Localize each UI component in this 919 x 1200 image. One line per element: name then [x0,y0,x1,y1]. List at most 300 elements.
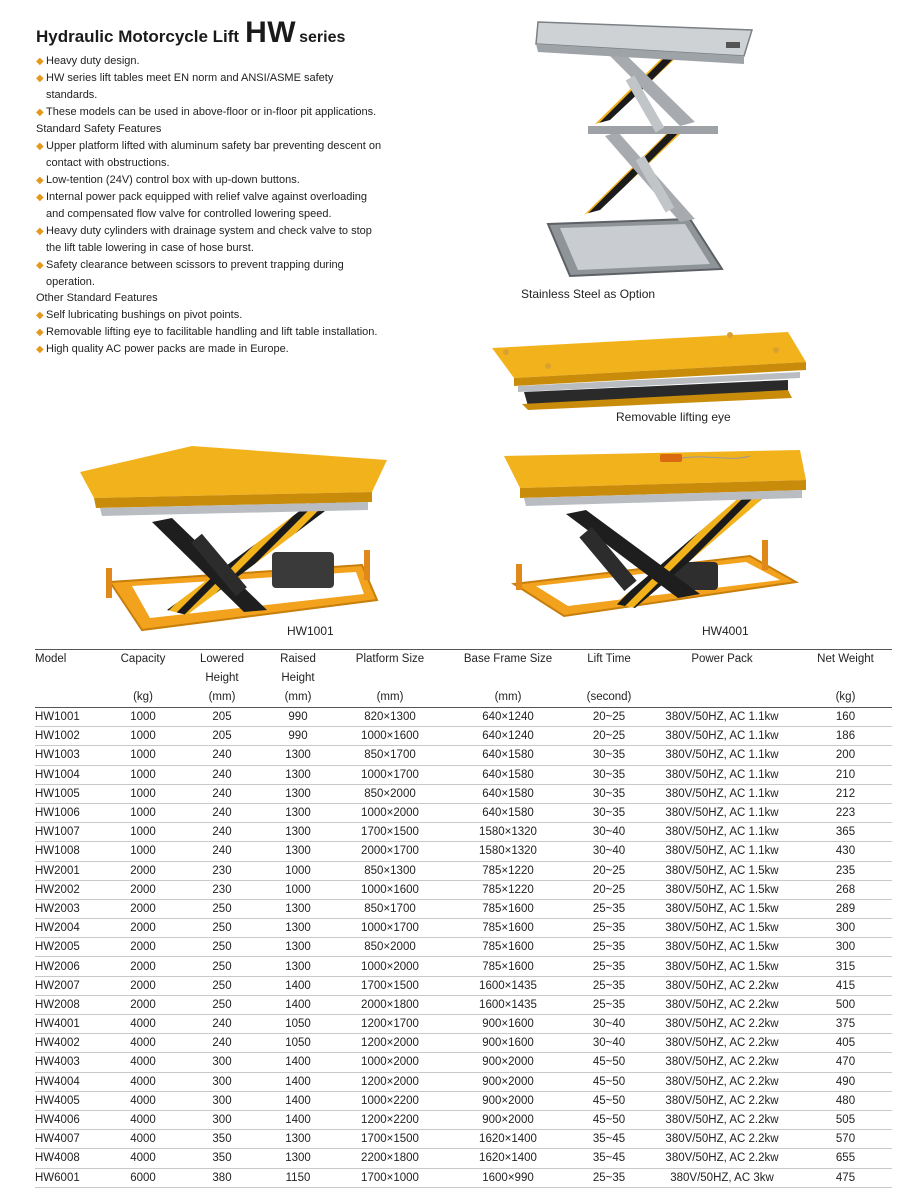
cell-power-pack: 380V/50HZ, AC 1.1kw [645,765,799,784]
cell-net-weight: 405 [799,1034,892,1053]
cell-lowered-height: 240 [185,1015,259,1034]
cell-platform-size: 1200×2000 [337,1034,443,1053]
cell-net-weight: 415 [799,976,892,995]
cell-capacity: 2000 [101,880,185,899]
cell-raised-height: 1300 [259,765,337,784]
cell-net-weight: 289 [799,899,892,918]
cell-lift-time: 30~35 [573,803,645,822]
cell-platform-size: 1000×1600 [337,880,443,899]
bullet-icon: ◆ [36,226,44,237]
cell-lift-time: 35~45 [573,1149,645,1168]
header-line: Capacity [120,653,166,665]
header-line [337,669,443,688]
cell-platform-size: 850×2000 [337,938,443,957]
cell-model: HW1006 [35,803,101,822]
page-title [36,16,345,50]
list-item: ◆ HW series lift tables meet EN norm and ANSI/ASME safety standards. [36,72,334,101]
cell-lowered-height: 240 [185,823,259,842]
table-row [35,727,892,746]
cell-capacity: 2000 [101,957,185,976]
cell-base-frame-size: 640×1580 [443,784,573,803]
list-item: ◆ High quality AC power packs are made in Europe. [36,341,386,358]
cell-lowered-height: 300 [185,1072,259,1091]
table-row [35,803,892,822]
cell-raised-height: 1300 [259,746,337,765]
cell-raised-height: 1300 [259,1130,337,1149]
cell-power-pack: 380V/50HZ, AC 1.1kw [645,803,799,822]
bullet-icon: ◆ [36,310,44,321]
cell-power-pack: 380V/50HZ, AC 1.1kw [645,842,799,861]
cell-lift-time: 30~40 [573,823,645,842]
cell-base-frame-size: 1580×1320 [443,823,573,842]
cell-base-frame-size: 1620×1400 [443,1149,573,1168]
table-row [35,1053,892,1072]
cell-lift-time: 25~35 [573,957,645,976]
cell-platform-size: 1700×1000 [337,1168,443,1187]
cell-capacity: 4000 [101,1149,185,1168]
cell-model: HW4003 [35,1053,101,1072]
cell-lift-time: 30~40 [573,842,645,861]
cell-base-frame-size: 1600×1435 [443,995,573,1014]
cell-capacity: 2000 [101,861,185,880]
cell-power-pack: 380V/50HZ, AC 2.2kw [645,1110,799,1129]
stainless-lift-image [530,14,760,290]
bullet-icon: ◆ [36,260,44,271]
cell-lift-time: 30~40 [573,1034,645,1053]
table-row [35,861,892,880]
col-header-capacity [101,650,185,708]
cell-model: HW2007 [35,976,101,995]
header-line: (kg) [835,691,856,703]
header-line: Height [205,672,239,684]
cell-platform-size: 1700×1500 [337,823,443,842]
cell-lowered-height: 250 [185,919,259,938]
cell-power-pack: 380V/50HZ, AC 1.1kw [645,727,799,746]
cell-lowered-height: 240 [185,784,259,803]
cell-raised-height: 1150 [259,1168,337,1187]
cell-lift-time: 20~25 [573,861,645,880]
cell-power-pack: 380V/50HZ, AC 2.2kw [645,1091,799,1110]
cell-base-frame-size: 1600×990 [443,1168,573,1187]
lowered-lift-image [488,326,814,412]
cell-base-frame-size: 640×1580 [443,803,573,822]
cell-lowered-height: 300 [185,1053,259,1072]
other-features [36,290,386,358]
table-header-row [35,650,892,708]
cell-net-weight: 300 [799,919,892,938]
header-line: Lift Time [587,653,631,665]
table-row [35,708,892,727]
cell-lift-time: 25~35 [573,899,645,918]
cell-power-pack: 380V/50HZ, AC 3kw [645,1168,799,1187]
table-row [35,784,892,803]
cell-capacity: 2000 [101,899,185,918]
caption-lifting-eye: Removable lifting eye [616,410,731,424]
cell-raised-height: 1300 [259,938,337,957]
cell-base-frame-size: 900×1600 [443,1034,573,1053]
other-heading: Other Standard Features [36,292,158,304]
cell-net-weight: 210 [799,765,892,784]
cell-base-frame-size: 640×1240 [443,708,573,727]
table-row [35,842,892,861]
cell-model: HW2002 [35,880,101,899]
cell-capacity: 4000 [101,1072,185,1091]
cell-net-weight: 186 [799,727,892,746]
cell-capacity: 4000 [101,1130,185,1149]
cell-base-frame-size: 640×1580 [443,765,573,784]
col-header-lift-time [573,650,645,708]
cell-platform-size: 1000×1700 [337,919,443,938]
cell-power-pack: 380V/50HZ, AC 2.2kw [645,1034,799,1053]
header-line: (mm) [208,691,236,703]
header-line: (mm) [494,691,522,703]
cell-net-weight: 235 [799,861,892,880]
cell-net-weight: 475 [799,1168,892,1187]
cell-model: HW4006 [35,1110,101,1129]
cell-capacity: 1000 [101,784,185,803]
cell-model: HW2001 [35,861,101,880]
cell-power-pack: 380V/50HZ, AC 2.2kw [645,1053,799,1072]
header-line: (kg) [133,691,153,703]
cell-platform-size: 850×1700 [337,746,443,765]
cell-lift-time: 30~40 [573,1015,645,1034]
list-item: ◆ Removable lifting eye to facilitable handling and lift table installation. [36,324,386,341]
cell-platform-size: 2000×1800 [337,995,443,1014]
cell-lowered-height: 250 [185,899,259,918]
cell-platform-size: 2200×1800 [337,1149,443,1168]
cell-platform-size: 850×1300 [337,861,443,880]
cell-base-frame-size: 900×2000 [443,1072,573,1091]
header-line: Lowered [199,653,245,665]
cell-lift-time: 25~35 [573,976,645,995]
cell-lift-time: 25~35 [573,1168,645,1187]
list-item: ◆ Heavy duty cylinders with drainage system and check valve to stop the lift table lowering in case of hose burst. [36,225,372,254]
cell-lowered-height: 380 [185,1168,259,1187]
header-line [443,669,573,688]
cell-platform-size: 1000×2000 [337,803,443,822]
hw4001-lift-image [500,444,812,620]
header-line: Height [281,672,315,684]
cell-base-frame-size: 640×1240 [443,727,573,746]
cell-base-frame-size: 640×1580 [443,746,573,765]
cell-platform-size: 820×1300 [337,708,443,727]
cell-lift-time: 35~45 [573,1130,645,1149]
table-row [35,899,892,918]
cell-lowered-height: 230 [185,880,259,899]
table-body [35,708,892,1188]
cell-base-frame-size: 785×1600 [443,919,573,938]
cell-model: HW4005 [35,1091,101,1110]
cell-base-frame-size: 785×1220 [443,861,573,880]
cell-raised-height: 1050 [259,1034,337,1053]
cell-power-pack: 380V/50HZ, AC 1.5kw [645,861,799,880]
cell-raised-height: 1300 [259,899,337,918]
col-header-model [35,650,101,708]
cell-capacity: 2000 [101,919,185,938]
table-row [35,1091,892,1110]
cell-capacity: 1000 [101,746,185,765]
cell-platform-size: 1000×1700 [337,765,443,784]
cell-model: HW4008 [35,1149,101,1168]
cell-net-weight: 223 [799,803,892,822]
cell-base-frame-size: 1620×1400 [443,1130,573,1149]
cell-lowered-height: 240 [185,765,259,784]
cell-power-pack: 380V/50HZ, AC 2.2kw [645,1130,799,1149]
header-line: Net Weight [817,653,874,665]
cell-lowered-height: 300 [185,1091,259,1110]
caption-stainless: Stainless Steel as Option [521,287,656,301]
cell-lift-time: 20~25 [573,727,645,746]
cell-platform-size: 850×2000 [337,784,443,803]
table-row [35,765,892,784]
cell-raised-height: 1000 [259,861,337,880]
cell-lowered-height: 230 [185,861,259,880]
table-row [35,746,892,765]
col-header-base-frame-size [443,650,573,708]
col-header-raised-height [259,650,337,708]
cell-lift-time: 20~25 [573,880,645,899]
cell-power-pack: 380V/50HZ, AC 1.5kw [645,919,799,938]
table-row [35,957,892,976]
cell-lift-time: 45~50 [573,1091,645,1110]
cell-base-frame-size: 900×2000 [443,1091,573,1110]
cell-net-weight: 655 [799,1149,892,1168]
cell-lift-time: 45~50 [573,1110,645,1129]
cell-capacity: 4000 [101,1034,185,1053]
table-row [35,1110,892,1129]
cell-model: HW2006 [35,957,101,976]
cell-lift-time: 20~25 [573,708,645,727]
cell-raised-height: 1400 [259,976,337,995]
bullet-icon: ◆ [36,192,44,203]
cell-power-pack: 380V/50HZ, AC 2.2kw [645,1072,799,1091]
caption-hw1001: HW1001 [287,624,334,638]
header-line: Power Pack [691,653,753,665]
cell-lift-time: 25~35 [573,995,645,1014]
cell-raised-height: 1300 [259,957,337,976]
cell-lowered-height: 240 [185,803,259,822]
cell-lift-time: 30~35 [573,765,645,784]
cell-power-pack: 380V/50HZ, AC 1.1kw [645,784,799,803]
col-header-lowered-height [185,650,259,708]
cell-platform-size: 1700×1500 [337,1130,443,1149]
cell-net-weight: 160 [799,708,892,727]
safety-features [36,121,386,291]
cell-model: HW4004 [35,1072,101,1091]
cell-power-pack: 380V/50HZ, AC 2.2kw [645,1149,799,1168]
header-line: (second) [586,691,632,703]
title-text: Hydraulic Motorcycle Lift [36,27,240,46]
cell-model: HW1002 [35,727,101,746]
bullet-icon: ◆ [36,327,44,338]
cell-platform-size: 1700×1500 [337,976,443,995]
cell-model: HW2004 [35,919,101,938]
cell-capacity: 1000 [101,708,185,727]
cell-raised-height: 1400 [259,1091,337,1110]
cell-power-pack: 380V/50HZ, AC 1.1kw [645,708,799,727]
cell-model: HW2005 [35,938,101,957]
header-line [645,688,799,707]
cell-capacity: 2000 [101,976,185,995]
cell-model: HW1008 [35,842,101,861]
header-line: (mm) [376,691,404,703]
cell-lift-time: 30~35 [573,746,645,765]
header-line [35,688,101,707]
cell-capacity: 1000 [101,842,185,861]
bullet-icon: ◆ [36,344,44,355]
cell-net-weight: 365 [799,823,892,842]
cell-power-pack: 380V/50HZ, AC 1.5kw [645,899,799,918]
hw1001-lift-image [72,440,392,640]
cell-power-pack: 380V/50HZ, AC 2.2kw [645,1015,799,1034]
cell-raised-height: 1000 [259,880,337,899]
cell-capacity: 1000 [101,823,185,842]
cell-net-weight: 300 [799,938,892,957]
cell-lowered-height: 205 [185,727,259,746]
list-item: ◆ Internal power pack equipped with relief valve against overloading and compensated flow valve for controlled lowering speed. [36,191,368,220]
cell-lowered-height: 240 [185,842,259,861]
cell-platform-size: 1200×2200 [337,1110,443,1129]
cell-raised-height: 1300 [259,784,337,803]
cell-raised-height: 1400 [259,1053,337,1072]
cell-power-pack: 380V/50HZ, AC 1.5kw [645,880,799,899]
cell-net-weight: 490 [799,1072,892,1091]
cell-lowered-height: 205 [185,708,259,727]
cell-capacity: 4000 [101,1053,185,1072]
table-row [35,1168,892,1187]
cell-capacity: 2000 [101,938,185,957]
table-row [35,1034,892,1053]
cell-platform-size: 1000×1600 [337,727,443,746]
header-line [101,669,185,688]
cell-power-pack: 380V/50HZ, AC 2.2kw [645,976,799,995]
cell-net-weight: 505 [799,1110,892,1129]
cell-raised-height: 1050 [259,1015,337,1034]
cell-net-weight: 200 [799,746,892,765]
cell-power-pack: 380V/50HZ, AC 2.2kw [645,995,799,1014]
header-line [645,669,799,688]
cell-net-weight: 570 [799,1130,892,1149]
cell-raised-height: 1400 [259,995,337,1014]
col-header-power-pack [645,650,799,708]
header-line [573,669,645,688]
cell-net-weight: 500 [799,995,892,1014]
cell-raised-height: 1400 [259,1110,337,1129]
cell-capacity: 1000 [101,765,185,784]
cell-model: HW2008 [35,995,101,1014]
cell-model: HW2003 [35,899,101,918]
table-row [35,1015,892,1034]
cell-model: HW6001 [35,1168,101,1187]
title-series-code: HW [245,16,297,49]
header-line: Model [35,653,67,665]
cell-net-weight: 315 [799,957,892,976]
cell-lowered-height: 350 [185,1149,259,1168]
cell-model: HW1003 [35,746,101,765]
cell-capacity: 4000 [101,1110,185,1129]
header-line: Base Frame Size [463,653,553,665]
table-row [35,823,892,842]
cell-base-frame-size: 900×1600 [443,1015,573,1034]
col-header-net-weight [799,650,892,708]
cell-base-frame-size: 785×1600 [443,938,573,957]
header-line: (mm) [284,691,312,703]
cell-power-pack: 380V/50HZ, AC 1.5kw [645,938,799,957]
cell-lift-time: 25~35 [573,938,645,957]
cell-platform-size: 1200×1700 [337,1015,443,1034]
table-row [35,1072,892,1091]
caption-hw4001: HW4001 [702,624,749,638]
list-item: ◆ Upper platform lifted with aluminum safety bar preventing descent on contact with obstructions. [36,140,382,169]
cell-capacity: 4000 [101,1015,185,1034]
bullet-icon: ◆ [36,141,44,152]
cell-platform-size: 850×1700 [337,899,443,918]
list-item: ◆ Heavy duty design. [36,53,386,70]
cell-platform-size: 1000×2000 [337,957,443,976]
cell-platform-size: 1000×2000 [337,1053,443,1072]
cell-capacity: 4000 [101,1091,185,1110]
cell-lowered-height: 300 [185,1110,259,1129]
bullet-icon: ◆ [36,107,44,118]
list-item: ◆ Self lubricating bushings on pivot points. [36,307,386,324]
cell-lowered-height: 250 [185,995,259,1014]
cell-lift-time: 45~50 [573,1053,645,1072]
list-item: ◆ These models can be used in above-floor or in-floor pit applications. [36,104,386,121]
cell-base-frame-size: 900×2000 [443,1053,573,1072]
cell-platform-size: 1000×2200 [337,1091,443,1110]
cell-raised-height: 1300 [259,919,337,938]
cell-base-frame-size: 1600×1435 [443,976,573,995]
table-row [35,995,892,1014]
list-item: ◆ Safety clearance between scissors to prevent trapping during operation. [36,259,344,288]
header-line [799,669,892,688]
cell-net-weight: 480 [799,1091,892,1110]
cell-lowered-height: 350 [185,1130,259,1149]
cell-net-weight: 470 [799,1053,892,1072]
cell-model: HW1007 [35,823,101,842]
cell-capacity: 1000 [101,803,185,822]
cell-capacity: 1000 [101,727,185,746]
safety-heading: Standard Safety Features [36,123,162,135]
col-header-platform-size [337,650,443,708]
cell-base-frame-size: 1580×1320 [443,842,573,861]
cell-capacity: 2000 [101,995,185,1014]
cell-base-frame-size: 900×2000 [443,1110,573,1129]
header-line: Platform Size [355,653,425,665]
cell-raised-height: 990 [259,727,337,746]
cell-model: HW4007 [35,1130,101,1149]
cell-base-frame-size: 785×1600 [443,899,573,918]
cell-base-frame-size: 785×1600 [443,957,573,976]
cell-net-weight: 268 [799,880,892,899]
cell-power-pack: 380V/50HZ, AC 1.5kw [645,957,799,976]
spec-table [35,650,892,1188]
bullet-icon: ◆ [36,73,44,84]
cell-lift-time: 45~50 [573,1072,645,1091]
cell-raised-height: 1300 [259,803,337,822]
cell-raised-height: 1300 [259,823,337,842]
cell-power-pack: 380V/50HZ, AC 1.1kw [645,823,799,842]
header-line: Raised [280,653,316,665]
cell-raised-height: 990 [259,708,337,727]
table-row [35,1130,892,1149]
cell-lift-time: 25~35 [573,919,645,938]
header-line [35,669,101,688]
cell-base-frame-size: 785×1220 [443,880,573,899]
cell-lowered-height: 250 [185,976,259,995]
cell-power-pack: 380V/50HZ, AC 1.1kw [645,746,799,765]
cell-raised-height: 1300 [259,842,337,861]
